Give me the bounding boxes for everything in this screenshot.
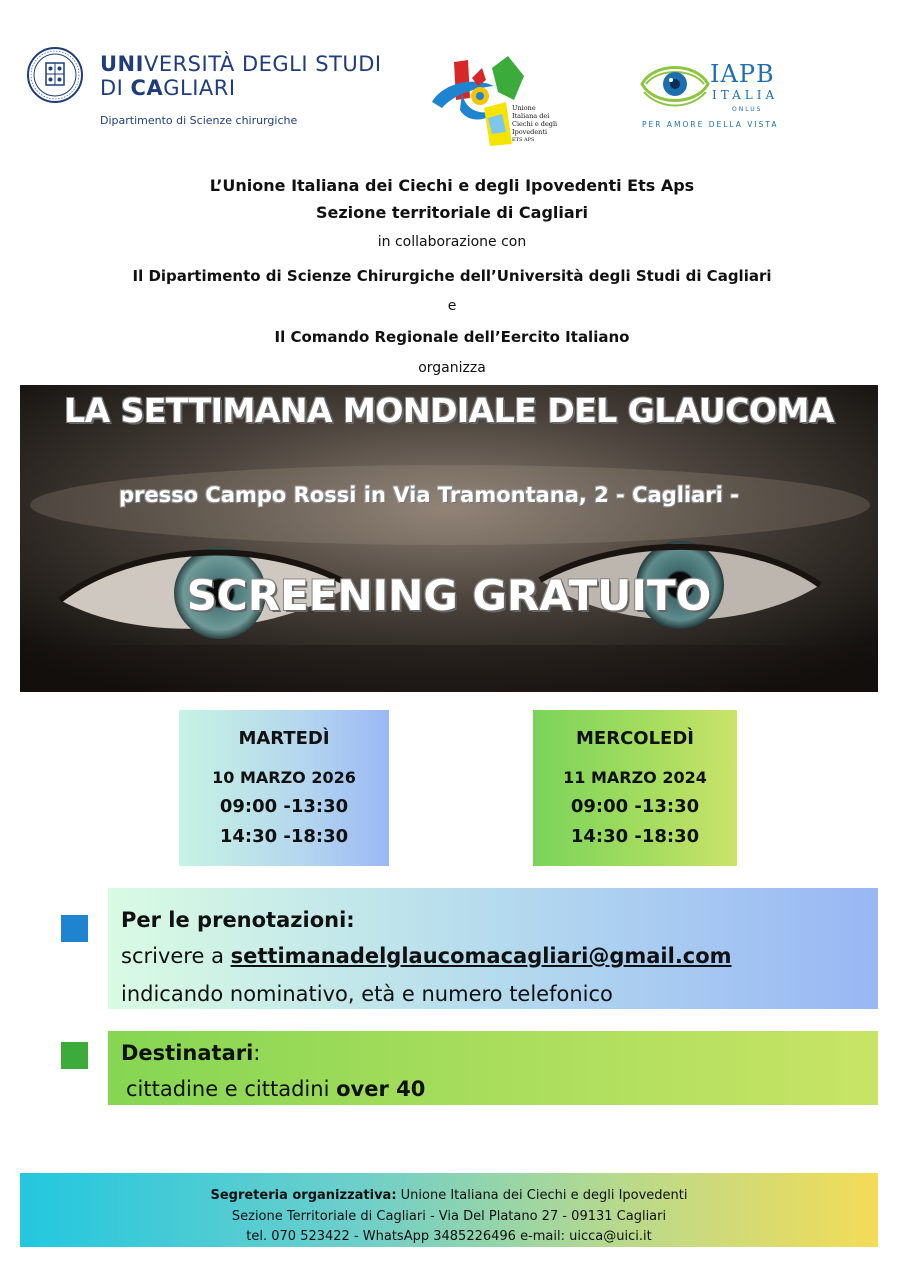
uici-logo-text: Unione Italiana dei Ciechi e degli Ipovedenti ETS APS — [512, 104, 558, 143]
booking-write-to: scrivere a — [121, 944, 231, 968]
footer-secretariat: Segreteria organizzativa: Unione Italiana dei Ciechi e degli Ipovedenti — [210, 1188, 688, 1203]
screening-title: SCREENING GRATUITO — [186, 571, 712, 620]
university-seal-icon — [26, 46, 84, 104]
organizer-line-1: L’Unione Italiana dei Ciechi e degli Ipovedenti Ets Aps — [209, 176, 695, 195]
organizes-text: organizza — [418, 360, 486, 376]
time-slot-morning: 09:00 -13:30 — [570, 796, 700, 817]
iapb-motto: PER AMORE DELLA VISTA — [642, 120, 779, 129]
event-location: presso Campo Rossi in Via Tramontana, 2 - Cagliari - — [119, 483, 739, 507]
university-department: Dipartimento di Scienze chirurgiche — [100, 114, 298, 127]
unica-logo — [26, 44, 396, 134]
organizer-line-2: Sezione territoriale di Cagliari — [315, 203, 589, 222]
iapb-logo — [640, 58, 790, 138]
booking-instructions — [121, 944, 732, 968]
target-box — [108, 1031, 878, 1105]
iapb-name: IAPB — [710, 60, 775, 88]
footer-contacts — [20, 1173, 878, 1247]
uici-logo — [428, 48, 560, 148]
event-banner — [20, 385, 878, 692]
target-bullet-icon — [61, 1042, 88, 1069]
event-title: LA SETTIMANA MONDIALE DEL GLAUCOMA — [64, 391, 834, 430]
university-name: UNIVERSITÀ DEGLI STUDI DI CAGLIARI — [100, 52, 382, 100]
date-box-wednesday — [533, 710, 737, 866]
date-value: 11 MARZO 2024 — [563, 768, 707, 787]
partner-department: Il Dipartimento di Scienze Chirurgiche dell’Università degli Studi di Cagliari — [132, 267, 772, 285]
eyes-photo — [20, 385, 878, 692]
booking-box — [108, 888, 878, 1009]
footer-phone-email: tel. 070 523422 - WhatsApp 3485226496 e-mail: uicca@uici.it — [246, 1229, 652, 1244]
date-box-tuesday — [179, 710, 389, 866]
partner-army: Il Comando Regionale dell’Eercito Italiano — [274, 328, 630, 346]
booking-email-link[interactable]: settimanadelglaucomacagliari@gmail.com — [230, 944, 732, 968]
iapb-onlus: ONLUS — [732, 106, 763, 113]
date-day: MERCOLEDÌ — [576, 728, 694, 749]
booking-heading: Per le prenotazioni: — [121, 908, 355, 932]
target-description: cittadine e cittadini over 40 — [126, 1077, 426, 1101]
date-day: MARTEDÌ — [238, 728, 330, 749]
time-slot-afternoon: 14:30 -18:30 — [219, 826, 349, 847]
eye-icon — [640, 58, 710, 114]
time-slot-afternoon: 14:30 -18:30 — [570, 826, 700, 847]
target-heading: Destinatari: — [121, 1041, 261, 1065]
conjunction-text: e — [447, 298, 457, 314]
collaboration-text: in collaborazione con — [377, 234, 527, 250]
iapb-country: ITALIA — [712, 88, 779, 102]
footer-address: Sezione Territoriale di Cagliari - Via Del Platano 27 - 09131 Cagliari — [231, 1209, 667, 1224]
time-slot-morning: 09:00 -13:30 — [219, 796, 349, 817]
booking-bullet-icon — [61, 915, 88, 942]
booking-details: indicando nominativo, età e numero telefonico — [121, 982, 613, 1006]
date-value: 10 MARZO 2026 — [212, 768, 356, 787]
